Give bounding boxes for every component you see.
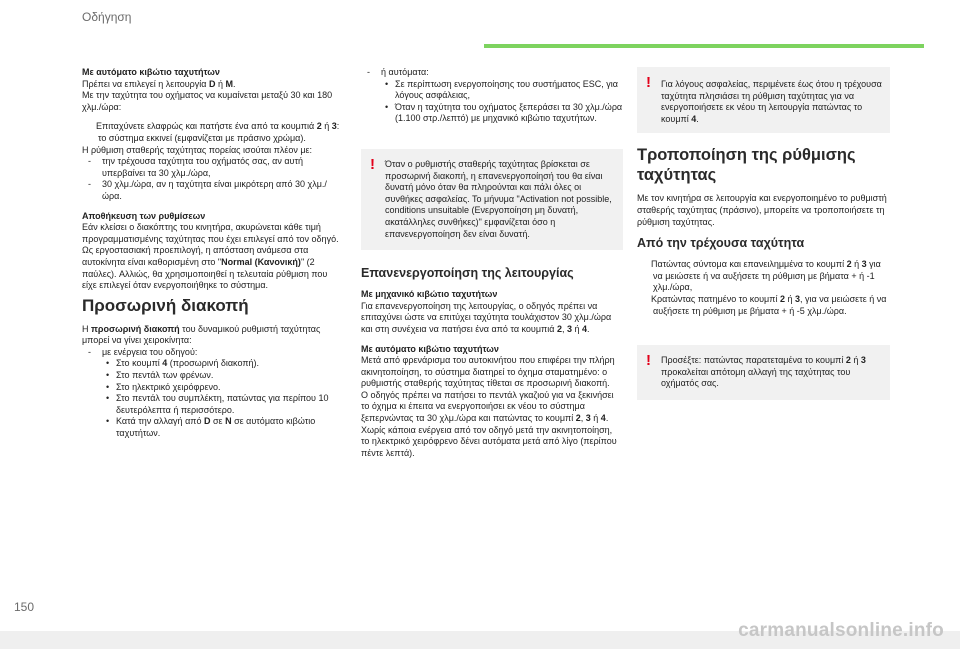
heading-current-speed: Από την τρέχουσα ταχύτητα bbox=[637, 236, 805, 251]
dash-item: - με ενέργεια του οδηγού: bbox=[88, 346, 198, 357]
heading-modify-speed: Τροποποίηση της ρύθμισης ταχύτητας bbox=[637, 146, 856, 185]
section-title-automatic-gearbox: Με αυτόματο κιβώτιο ταχυτήτων bbox=[361, 343, 499, 354]
dash-item: - 30 χλμ./ώρα, αν η ταχύτητα είναι μικρότερη από 30 χλμ./ώρα. bbox=[88, 179, 327, 201]
chapter-title: Οδήγηση bbox=[82, 10, 132, 24]
bullet-item: • Στο ηλεκτρικό χειρόφρενο. bbox=[106, 381, 221, 392]
warning-icon: ! bbox=[370, 155, 375, 173]
bullet-item: • Στο κουμπί 4 (προσωρινή διακοπή). bbox=[106, 358, 260, 369]
paragraph: Η προσωρινή διακοπή του δυναμικού ρυθμιστή ταχύτητας μπορεί να γίνει χειροκίνητα: bbox=[82, 323, 321, 346]
paragraph: Χωρίς κάποια ενέργεια από τον οδηγό μετά την ακινητοποίηση, το ηλεκτρικό χειρόφρενο δένει αυτόματα μετά από λίγο (περίπου πέντε λεπτά). bbox=[361, 424, 617, 458]
step-item: Επιταχύνετε ελαφρώς και πατήστε ένα από τα κουμπιά 2 ή 3: το σύστημα εκκινεί (εμφανίζεται με πράσινο χρώμα). bbox=[96, 121, 340, 143]
column-3 bbox=[637, 67, 890, 400]
column-2 bbox=[361, 67, 623, 467]
paragraph: Με τον κινητήρα σε λειτουργία και ενεργοποιημένο το ρυθμιστή σταθερής ταχύτητας (πράσινο), μπορείτε να τροποποιήσετε τη ρύθμιση ταχύτητας. bbox=[637, 193, 887, 227]
watermark-logo: carmanualsonline.info bbox=[738, 620, 944, 641]
paragraph: Πρέπει να επιλεγεί η λειτουργία D ή M. bbox=[82, 78, 236, 89]
paragraph: Για επανενεργοποίηση της λειτουργίας, ο οδηγός πρέπει να επιταχύνει ώστε να επιτύχει ταχύτητα τουλάχιστον 30 χλμ./ώρα και στη συνέχεια να πατήσει ένα από τα κουμπιά 2, 3 ή 4. bbox=[361, 300, 612, 334]
dash-item: - την τρέχουσα ταχύτητα του οχήματός σας, αν αυτή υπερβαίνει τα 30 χλμ./ώρα, bbox=[88, 156, 304, 178]
warning-icon: ! bbox=[646, 352, 651, 370]
warning-icon: ! bbox=[646, 74, 651, 91]
heading-pause: Προσωρινή διακοπή bbox=[82, 295, 249, 315]
warning-note: ! Όταν ο ρυθμιστής σταθερής ταχύτητας βρίσκεται σε προσωρινή διακοπή, η επανενεργοποίησή του θα είναι δυνατή μόνο όταν θα πληρούνται και πάλι όλες οι συνθήκες ασφαλείας. Το μήνυμα "Activation not possible, conditions unsuitable (Ενεργοποίηση μη δυνατή, ακατάλληλες συνθήκες)" εμφανίζεται όσο η επανενεργοποίηση δεν είναι δυνατή. bbox=[361, 149, 623, 250]
section-title-manual-gearbox: Με μηχανικό κιβώτιο ταχυτήτων bbox=[361, 289, 498, 300]
paragraph: Μετά από φρενάρισμα του αυτοκινήτου που επιφέρει την πλήρη ακινητοποίηση, το σύστημα διατηρεί το όχημα σταματημένο: ο ρυθμιστής σταθερής ταχύτητας τίθεται σε προσωρινή διακοπή. bbox=[361, 355, 615, 389]
dash-item: - ή αυτόματα: bbox=[367, 67, 429, 77]
bullet-item: • Κατά την αλλαγή από D σε N σε αυτόματο κιβώτιο ταχυτήτων. bbox=[106, 416, 316, 439]
paragraph: Με την ταχύτητα του οχήματος να κυμαίνεται μεταξύ 30 και 180 χλμ./ώρα: bbox=[82, 90, 333, 112]
paragraph: Η ρύθμιση σταθερής ταχύτητας πορείας ισούται πλέον με: bbox=[82, 144, 313, 155]
bullet-item: • Στο πεντάλ του συμπλέκτη, πατώντας για περίπου 10 δευτερόλεπτα ή περισσότερο. bbox=[106, 393, 329, 415]
bullet-item: • Στο πεντάλ των φρένων. bbox=[106, 370, 214, 381]
section-title-automatic-gearbox: Με αυτόματο κιβώτιο ταχυτήτων bbox=[82, 67, 220, 77]
warning-note: ! Προσέξτε: πατώντας παρατεταμένα το κουμπί 2 ή 3 προκαλείται απότομη αλλαγή της ταχύτητας του οχήματός σας. bbox=[637, 345, 890, 400]
paragraph: Εάν κλείσει ο διακόπτης του κινητήρα, ακυρώνεται κάθε τιμή προγραμματισμένης ταχύτητας που έχει επιλεγεί από τον οδηγό. bbox=[82, 222, 339, 244]
column-1 bbox=[82, 67, 344, 440]
warning-note: ! Για λόγους ασφαλείας, περιμένετε έως ότου η τρέχουσα ταχύτητα πλησιάσει τη ρύθμιση ταχύτητας για να ενεργοποιήσετε εκ νέου τη λειτουργία πατώντας το κουμπί 4. bbox=[637, 67, 890, 133]
heading-reactivate: Επανενεργοποίηση της λειτουργίας bbox=[361, 266, 574, 281]
chapter-accent-bar bbox=[484, 44, 924, 48]
bullet-item: • Σε περίπτωση ενεργοποίησης του συστήματος ESC, για λόγους ασφάλειας, bbox=[385, 78, 618, 101]
paragraph: Ως εργοστασιακή προεπιλογή, η απόσταση ανάμεσα στα αυτοκίνητα είναι καθορισμένη στο "Normal (Κανονική)" (2 παύλες). Αλλιώς, θα χρησιμοποιηθεί η τελευταία ρύθμιση που είχε επιλεγεί όταν ενεργοποιήθηκε το σύστημα. bbox=[82, 245, 328, 291]
page-number: 150 bbox=[14, 600, 35, 614]
bullet-item: • Όταν η ταχύτητα του οχήματος ξεπεράσει τα 30 χλμ./ώρα (1.100 στρ./λεπτό) με μηχανικό κιβώτιο ταχυτήτων. bbox=[385, 101, 623, 124]
paragraph: Ο οδηγός πρέπει να πατήσει το πεντάλ γκαζιού για να ξεκινήσει το όχημα κι έπειτα να ενεργοποιήσει εκ νέου το σύστημα ξεπερνώντας τα 30 χλμ./ώρα και πατώντας το κουμπί 2, 3 ή 4. bbox=[361, 389, 614, 424]
step-item: Κρατώντας πατημένο το κουμπί 2 ή 3, για να μειώσετε ή να αυξήσετε τη ρύθμιση με βήματα + ή -5 χλμ./ώρα. bbox=[651, 293, 887, 316]
step-item: Πατώντας σύντομα και επανειλημμένα το κουμπί 2 ή 3 για να μειώσετε ή να αυξήσετε τη ρύθμιση με βήματα + ή -1 χλμ./ώρα, bbox=[651, 259, 881, 293]
section-title-storage: Αποθήκευση των ρυθμίσεων bbox=[82, 210, 206, 221]
